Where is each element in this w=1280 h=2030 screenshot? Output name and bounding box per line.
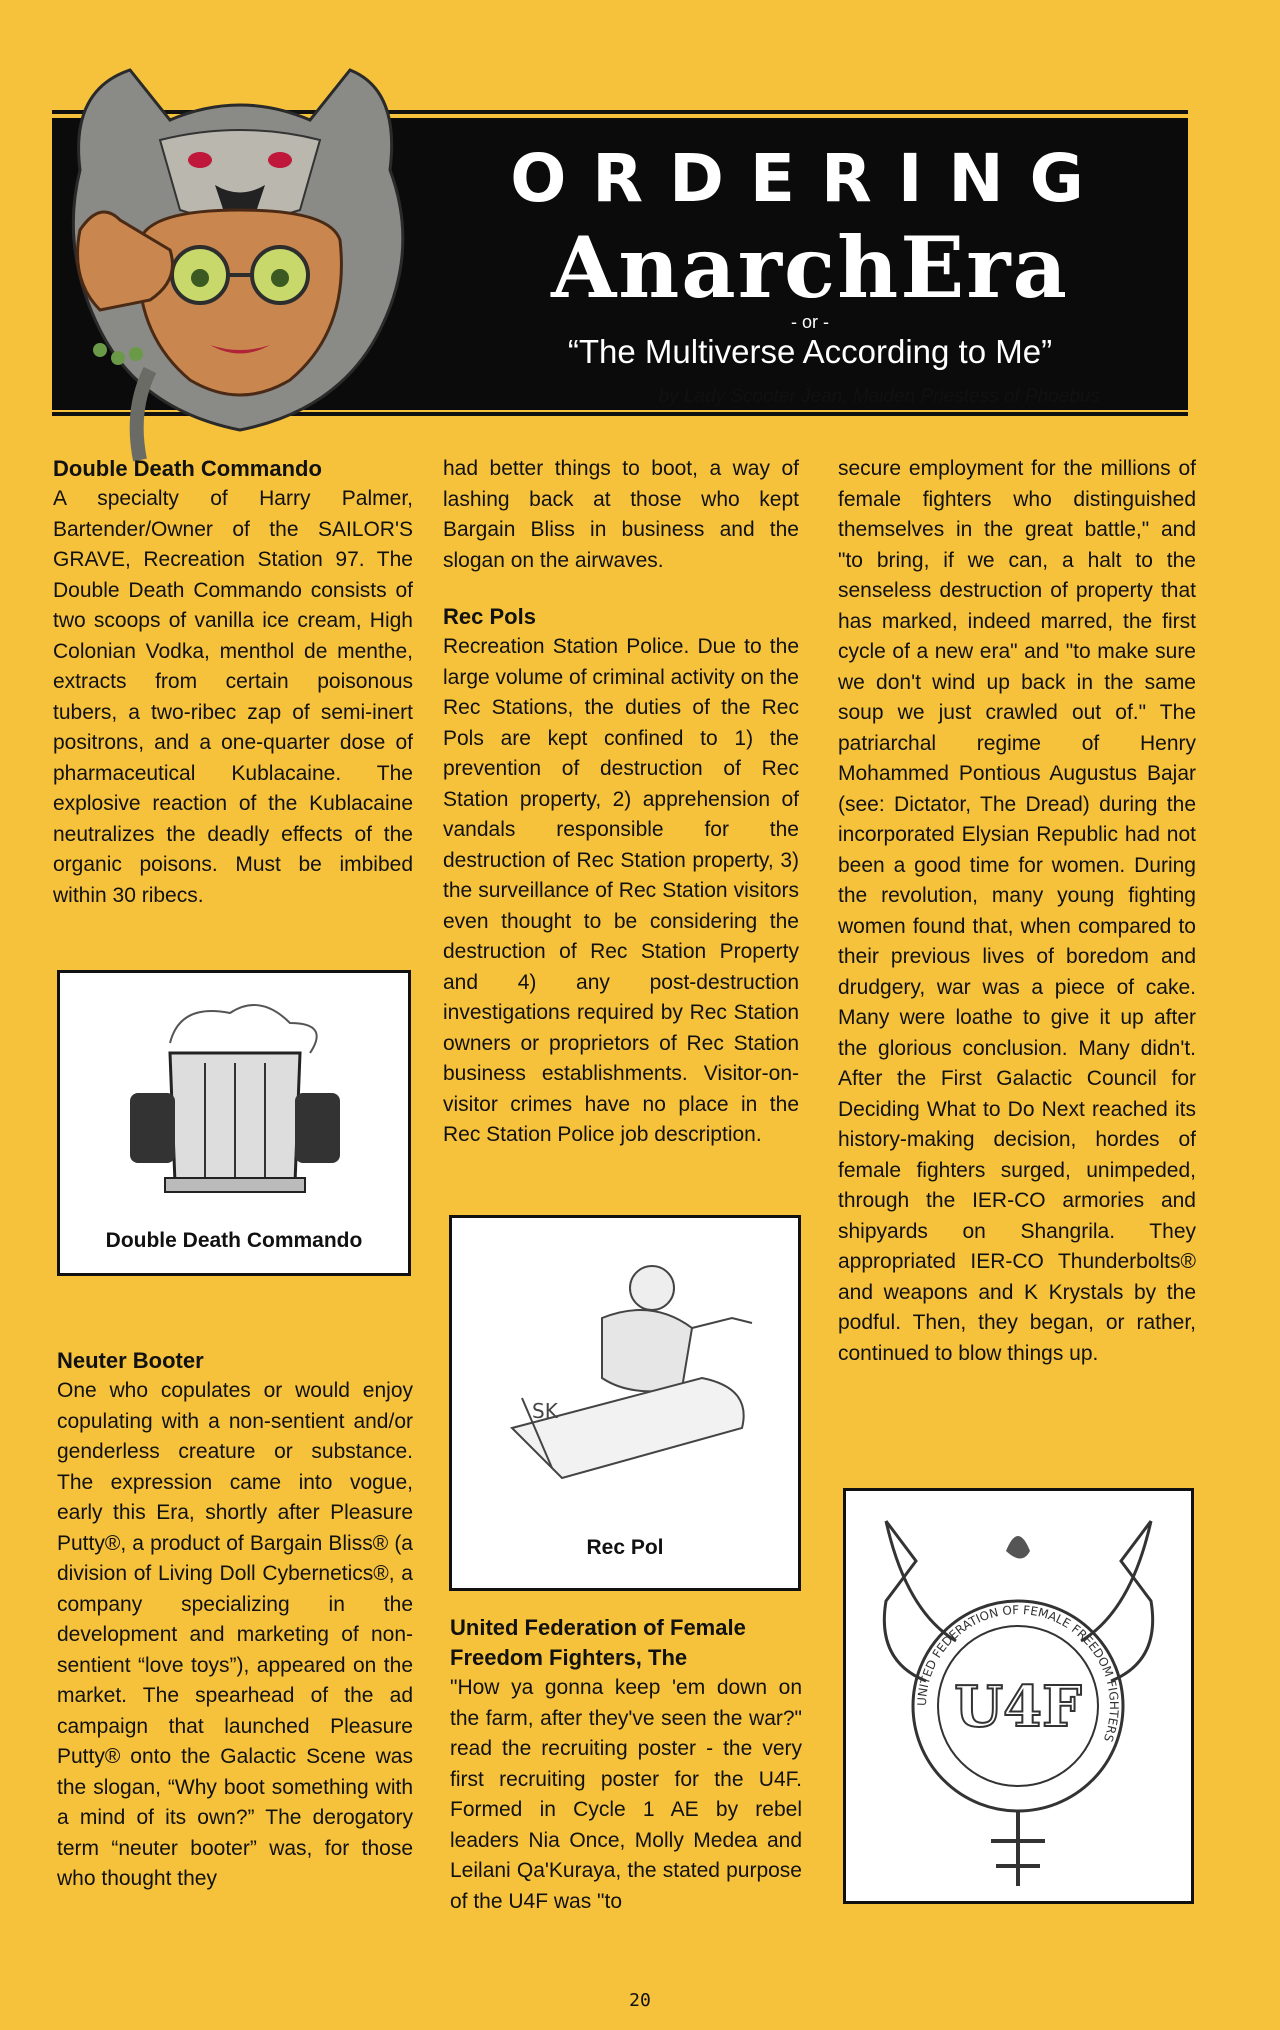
entry-body: Recreation Station Police. Due to the large volume of criminal activity on the Rec Stations, the duties of the Rec Pols are kept confined to 1) the prevention of destruction of Rec Station property, 2) apprehension of vandals responsible for the destruction of Rec Station property, 3) the surveillance of Rec Station visitors even thought to be considering the destruction of Rec Station Property and 4) any post-destruction investigations required by Rec Station owners or proprietors of Rec Station business establishments. Visitor-on-visitor crimes have no place in the Rec Station Police job description. — [443, 635, 799, 1146]
entry-double-death-commando — [53, 454, 413, 911]
title-ordering: ORDERING — [510, 140, 1110, 217]
page-number: 20 — [629, 1990, 651, 2011]
figure-double-death-commando — [57, 970, 411, 1276]
entry-body: A specialty of Harry Palmer, Bartender/Owner of the SAILOR'S GRAVE, Recreation Station 97. The Double Death Commando consists of two scoops of vanilla ice cream, High Colonian Vodka, menthol de menthe, extracts from certain poisonous tubers, a two-ribec zap of semi-inert positrons, and a one-quarter dose of pharmaceutical Kublacaine. The explosive reaction of the Kublacaine neutralizes the deadly effects of the organic poisons. Must be imbibed within 30 ribecs. — [53, 487, 413, 907]
entry-heading: Rec Pols — [443, 604, 536, 629]
emblem-ring-text: UNITED FEDERATION OF FEMALE FREEDOM FIGHTERS — [914, 1602, 1122, 1744]
figure-rec-pol — [449, 1215, 801, 1591]
column-3 — [838, 454, 1196, 1369]
portrait-illustration — [40, 50, 440, 470]
figure-u4f-emblem — [843, 1488, 1194, 1904]
entry-body: One who copulates or would enjoy copulating with a non-sentient and/or genderless creature or substance. The expression came into vogue, early this Era, shortly after Pleasure Putty®, a product of Bargain Bliss® (a division of Living Doll Cybernetics®, a company specializing in the development and marketing of non-sentient “love toys”), appeared on the market. The spearhead of the ad campaign that launched Pleasure Putty® onto the Galactic Scene was the slogan, “Why boot something with a mind of its own?” The derogatory term “neuter booter” was, for those who thought they — [57, 1379, 413, 1890]
title-or: - or - — [791, 312, 829, 332]
entry-body-continued: had better things to boot, a way of lashing back at those who kept Bargain Bliss in business and the slogan on the airwaves. — [443, 457, 799, 572]
entry-body-continued: secure employment for the millions of female fighters who distinguished themselves in the great battle," and "to bring, if we can, a halt to the senseless destruction of property that has marked, indeed marred, the first cycle of a new era" and "to make sure we don't wind up back in the same soup we just crawled out of." The patriarchal regime of Henry Mohammed Pontious Augustus Bajar (see: Dictator, The Dread) during the incorporated Elysian Republic had not been a good time for women. During the revolution, many young fighting women found that, when compared to their previous lives of boredom and drudgery, war was a piece of cake. Many were loathe to give it up after the glorious conclusion. Many didn't. After the First Galactic Council for Deciding What to Do Next reached its history-making decision, hordes of female fighters surged, unimpeded, through the IER-CO armories and shipyards on Shangrila. They appropriated IER-CO Thunderbolts® and weapons and K Krystals by the podful. Then, they began, or rather, continued to blow things up. — [838, 457, 1196, 1365]
entry-heading: Neuter Booter — [57, 1348, 204, 1373]
entry-neuter-booter — [57, 1346, 413, 1895]
emblem-mark: U4F — [954, 1674, 1082, 1740]
column-2 — [443, 454, 799, 1151]
byline: by Lady Scooter Jean, Maiden Priestess of Phoebus — [658, 386, 1100, 407]
title-anarchera: AnarchEra — [551, 218, 1069, 317]
rec-pol-illustration — [452, 1228, 798, 1528]
u4f-emblem-icon — [846, 1491, 1191, 1901]
subtitle: “The Multiverse According to Me” — [567, 333, 1053, 370]
entry-u4f — [450, 1613, 802, 1917]
entry-body: "How ya gonna keep 'em down on the farm, after they've seen the war?" read the recruiting poster - the very first recruiting poster for the U4F. Formed in Cycle 1 AE by rebel leaders Nia Once, Molly Medea and Leilani Qa'Kuraya, the stated purpose of the U4F was "to — [450, 1676, 802, 1913]
figure-caption: Double Death Commando — [105, 1229, 363, 1252]
entry-heading: Double Death Commando — [53, 456, 322, 481]
svg-text:SK: SK — [532, 1399, 558, 1423]
mug-illustration — [60, 983, 408, 1223]
entry-heading: United Federation of Female Freedom Fighters, The — [450, 1615, 746, 1670]
figure-caption: Rec Pol — [586, 1536, 664, 1559]
